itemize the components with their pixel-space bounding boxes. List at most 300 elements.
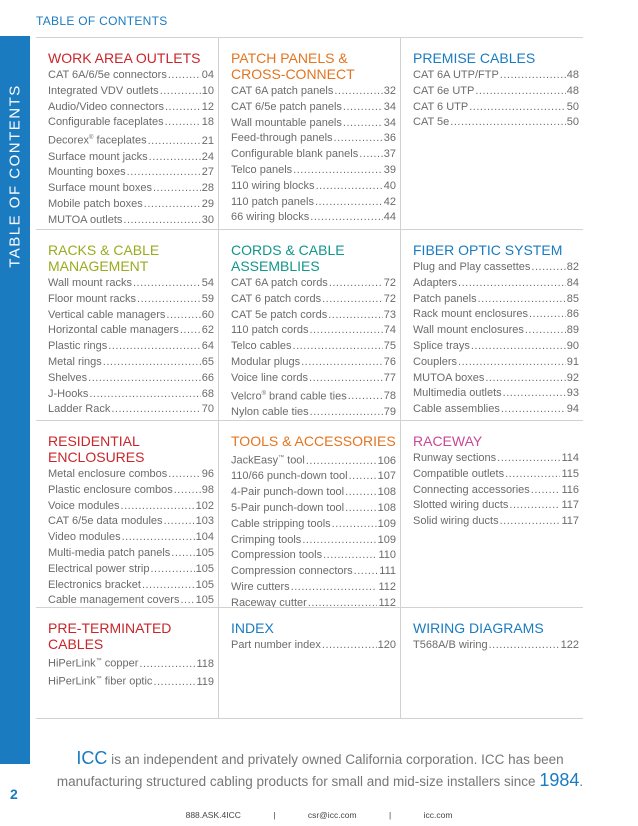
entry-name-text: Surface mount jacks (48, 150, 148, 163)
toc-entry[interactable] (413, 386, 579, 402)
toc-entry[interactable] (48, 578, 214, 594)
entry-name (231, 533, 301, 549)
toc-entry[interactable] (413, 260, 579, 276)
toc-entry[interactable] (48, 562, 214, 578)
section-title (48, 242, 214, 274)
entry-page-number: 48 (566, 84, 579, 97)
entry-page-number: 102 (195, 499, 214, 512)
entry-name-text: 4-Pair punch-down tool (231, 486, 345, 499)
toc-entry[interactable] (413, 498, 579, 514)
entry-page-number: 89 (566, 324, 579, 337)
toc-entry[interactable] (48, 276, 214, 292)
toc-entry[interactable] (413, 292, 579, 308)
toc-entry[interactable] (231, 131, 396, 147)
entry-page-number: 70 (201, 403, 214, 416)
toc-entry[interactable] (48, 165, 214, 181)
statement-end: . (579, 774, 584, 789)
dot-leader (469, 100, 566, 116)
entry-page-number: 108 (377, 502, 396, 515)
side-tab-label: TABLE OF CONTENTS (6, 84, 24, 268)
dot-leader (103, 355, 201, 371)
toc-entry[interactable] (48, 150, 214, 166)
toc-entry[interactable] (48, 292, 214, 308)
entry-name-text: Adapters (413, 276, 458, 289)
entry-name (231, 276, 328, 292)
section-title (231, 620, 396, 636)
entry-name (413, 451, 496, 467)
toc-entry[interactable] (231, 405, 396, 421)
entry-name-text: Crimping tools (231, 533, 302, 546)
entry-name-text: Modular plugs (231, 355, 301, 368)
toc-entry[interactable] (413, 100, 579, 116)
section-title (231, 242, 396, 274)
entry-name (48, 483, 173, 499)
dot-leader (471, 339, 566, 355)
entry-name (48, 467, 167, 483)
dot-leader (497, 451, 560, 467)
toc-entry[interactable] (48, 483, 214, 499)
section-title-line: CORDS & CABLE (231, 242, 345, 258)
toc-entry[interactable] (48, 181, 214, 197)
trademark-mark: ® (88, 135, 94, 142)
entry-page-number: 117 (561, 515, 579, 528)
side-tab (0, 36, 30, 764)
entry-page-number: 79 (383, 406, 396, 419)
entry-name (413, 638, 488, 654)
entry-name (48, 654, 138, 672)
toc-section (401, 230, 583, 421)
toc-entry[interactable] (413, 514, 579, 530)
toc-entry[interactable] (48, 514, 214, 530)
entry-name (231, 323, 308, 339)
entry-name-text: Vertical cable managers (48, 308, 166, 321)
contact-email[interactable]: csr@icc.com (307, 810, 357, 820)
entry-page-number: 40 (383, 179, 396, 192)
entry-page-number: 50 (566, 100, 579, 113)
entry-page-number: 116 (561, 483, 579, 496)
toc-entry[interactable] (48, 131, 214, 149)
toc-section (219, 608, 401, 718)
entry-name (413, 292, 477, 308)
entry-name (48, 68, 167, 84)
trademark-mark: ™ (278, 455, 285, 461)
dot-leader (509, 498, 560, 514)
dot-leader (348, 389, 383, 405)
entry-name (48, 499, 120, 515)
dot-leader (343, 116, 383, 132)
toc-entry[interactable] (231, 292, 396, 308)
dot-leader (180, 323, 201, 339)
toc-entry[interactable] (231, 638, 396, 654)
toc-entry[interactable] (413, 467, 579, 483)
dot-leader (165, 100, 201, 116)
dot-leader (309, 371, 383, 387)
entry-name (48, 197, 143, 213)
dot-leader (322, 292, 383, 308)
entry-page-number: 21 (201, 134, 214, 147)
dot-leader (315, 195, 383, 211)
entry-page-number: 28 (201, 182, 214, 195)
entry-page-number: 24 (201, 150, 214, 163)
entry-page-number: 112 (378, 581, 396, 594)
entry-page-number: 117 (561, 499, 579, 512)
toc-entry[interactable] (48, 68, 214, 84)
toc-entry[interactable] (413, 371, 579, 387)
entry-name (231, 469, 348, 485)
entry-name (48, 100, 164, 116)
entry-name-suffix: tool (284, 454, 305, 467)
entry-page-number: 109 (377, 533, 396, 546)
toc-entry[interactable] (231, 100, 396, 116)
entry-name (231, 163, 292, 179)
entry-name-text: CAT 6e UTP (413, 84, 475, 97)
dot-leader (531, 260, 565, 276)
toc-section (219, 230, 401, 421)
toc-entry[interactable] (48, 355, 214, 371)
toc-entry[interactable] (48, 84, 214, 100)
toc-entry[interactable] (231, 517, 396, 533)
entry-name (231, 355, 300, 371)
entry-name-text: Cable stripping tools (231, 517, 331, 530)
entry-page-number: 93 (566, 387, 579, 400)
entry-name-text: Metal rings (48, 355, 102, 368)
dot-leader (306, 454, 377, 470)
entry-page-number: 36 (383, 132, 396, 145)
toc-entry[interactable] (413, 323, 579, 339)
toc-entry[interactable] (231, 84, 396, 100)
entry-page-number: 60 (201, 308, 214, 321)
dot-leader (149, 150, 201, 166)
entry-name-text: Nylon cable ties (231, 406, 309, 419)
dot-leader (334, 131, 383, 147)
entry-name-suffix: copper (101, 657, 139, 670)
entry-name-text: 66 wiring blocks (231, 211, 310, 224)
dot-leader (345, 485, 377, 501)
entry-name (413, 339, 470, 355)
dot-leader (291, 580, 378, 596)
toc-entry[interactable] (231, 387, 396, 405)
entry-page-number: 27 (201, 166, 214, 179)
dot-leader (349, 469, 377, 485)
entry-name (231, 517, 331, 533)
entry-name (48, 593, 179, 608)
section-title (413, 50, 579, 66)
toc-entry[interactable] (413, 84, 579, 100)
toc-entry[interactable] (48, 654, 214, 672)
entry-name-text: HiPerLink (48, 676, 96, 689)
toc-entry[interactable] (48, 672, 214, 690)
dot-leader (359, 147, 383, 163)
contact-website[interactable]: icc.com (423, 810, 453, 820)
entry-name (231, 147, 358, 163)
toc-section (36, 421, 219, 608)
dot-leader (332, 517, 377, 533)
dot-leader (323, 548, 377, 564)
toc-entry[interactable] (231, 564, 396, 580)
entry-name (48, 84, 159, 100)
entry-page-number: 105 (195, 562, 214, 575)
dot-leader (309, 323, 382, 339)
dot-leader (142, 578, 195, 594)
entry-page-number: 111 (379, 565, 396, 578)
entry-name-text: 110 patch cords (231, 324, 309, 337)
entry-name-text: Integrated VDV outlets (48, 84, 159, 97)
dot-leader (458, 276, 566, 292)
entry-page-number: 77 (383, 371, 396, 384)
entry-name (48, 371, 87, 387)
toc-entry[interactable] (231, 195, 396, 211)
entry-name (48, 165, 126, 181)
entry-name-suffix: faceplates (93, 134, 147, 147)
entry-page-number: 75 (383, 340, 396, 353)
entry-page-number: 34 (383, 100, 396, 113)
entry-page-number: 92 (566, 371, 579, 384)
section-title-line: RACKS & CABLE (48, 242, 160, 258)
entry-name-text: Mobile patch boxes (48, 198, 143, 211)
toc-entry[interactable] (48, 530, 214, 546)
toc-entry[interactable] (231, 355, 396, 371)
toc-section (401, 421, 583, 608)
entry-name (231, 131, 333, 147)
toc-entry[interactable] (413, 307, 579, 323)
toc-section (401, 608, 583, 718)
company-statement (40, 748, 600, 792)
entry-page-number: 90 (566, 339, 579, 352)
entry-name-text: Audio/Video connectors (48, 100, 164, 113)
dot-leader (322, 638, 377, 654)
toc-entry[interactable] (48, 213, 214, 229)
toc-entry[interactable] (231, 469, 396, 485)
toc-entry[interactable] (231, 210, 396, 226)
toc-section (36, 38, 219, 230)
entry-page-number: 39 (383, 163, 396, 176)
entry-name-text: Splice trays (413, 339, 470, 352)
toc-entry[interactable] (231, 179, 396, 195)
toc-entry[interactable] (48, 100, 214, 116)
toc-entry[interactable] (231, 548, 396, 564)
entry-name (48, 387, 88, 403)
entry-name-text: CAT 6A/6/5e connectors (48, 69, 167, 81)
entry-page-number: 54 (201, 277, 214, 289)
section-title-line: PRE-TERMINATED CABLES (48, 620, 172, 652)
contact-separator: | (389, 810, 392, 820)
entry-name-text: HiPerLink (48, 657, 96, 670)
dot-leader (310, 405, 383, 421)
section-title (48, 50, 214, 66)
dot-leader (88, 371, 201, 387)
contact-phone[interactable]: 888.ASK.4ICC (185, 810, 241, 820)
entry-name (48, 514, 163, 530)
section-title-line: FIBER OPTIC SYSTEM (413, 242, 563, 258)
entry-name-text: Slotted wiring ducts (413, 499, 509, 512)
toc-entry[interactable] (413, 276, 579, 292)
entry-page-number: 44 (383, 211, 396, 224)
entry-name (48, 402, 110, 418)
dot-leader (89, 387, 200, 403)
entry-name-text: CAT 6A patch cords (231, 277, 328, 289)
entry-name-text: MUTOA boxes (413, 371, 485, 384)
entry-name-text: 110 wiring blocks (231, 179, 315, 192)
dot-leader (334, 84, 382, 100)
toc-entry[interactable] (231, 339, 396, 355)
entry-name (413, 115, 449, 131)
dot-leader (301, 355, 383, 371)
brand-name: ICC (76, 748, 108, 768)
entry-name (231, 339, 292, 355)
dot-leader (153, 675, 195, 691)
entry-name-text: 110 patch panels (231, 195, 314, 208)
toc-entry[interactable] (48, 402, 214, 418)
entry-name (231, 116, 342, 132)
entry-page-number: 32 (383, 85, 396, 97)
toc-entry[interactable] (231, 308, 396, 324)
entry-name (231, 179, 315, 195)
entry-name (231, 84, 333, 100)
entry-name (231, 100, 342, 116)
entry-name-text: Wire cutters (231, 581, 290, 594)
dot-leader (164, 514, 195, 530)
entry-page-number: 112 (378, 596, 396, 608)
entry-name (48, 150, 148, 166)
toc-entry[interactable] (48, 593, 214, 608)
entry-name-text: CAT 6/5e data modules (48, 515, 163, 528)
toc-entry[interactable] (48, 371, 214, 387)
contact-bar (0, 810, 638, 820)
toc-entry[interactable] (231, 371, 396, 387)
entry-name (231, 387, 347, 405)
section-title-line: MANAGEMENT (48, 258, 149, 274)
entry-page-number: 91 (566, 355, 579, 368)
toc-entry[interactable] (48, 499, 214, 515)
section-title (413, 242, 579, 258)
entry-page-number: 96 (201, 468, 214, 480)
toc-entry[interactable] (48, 546, 214, 562)
entry-page-number: 98 (201, 483, 214, 496)
dot-leader (478, 292, 566, 308)
toc-entry[interactable] (48, 115, 214, 131)
toc-section (219, 421, 401, 608)
dot-leader (302, 533, 376, 549)
entry-page-number: 86 (566, 308, 579, 321)
section-title (231, 433, 396, 449)
entry-page-number: 107 (377, 470, 396, 483)
entry-page-number: 109 (377, 517, 396, 530)
entry-page-number: 119 (196, 676, 214, 689)
entry-page-number: 120 (377, 639, 396, 651)
toc-entry[interactable] (231, 116, 396, 132)
dot-leader (174, 483, 201, 499)
toc-entry[interactable] (413, 355, 579, 371)
toc-entry[interactable] (48, 308, 214, 324)
dot-leader (345, 501, 377, 517)
toc-entry[interactable] (231, 147, 396, 163)
entry-name (48, 308, 165, 324)
toc-entry[interactable] (413, 402, 579, 418)
entry-name (231, 405, 309, 421)
entry-name-text: CAT 6 patch cords (231, 292, 322, 305)
entry-name (48, 530, 121, 546)
toc-entry[interactable] (231, 533, 396, 549)
entry-name (48, 562, 149, 578)
entry-page-number: 66 (201, 371, 214, 384)
dot-leader (500, 514, 561, 530)
entry-name-text: Solid wiring ducts (413, 515, 499, 528)
entry-page-number: 12 (201, 100, 214, 113)
entry-name-text: Wall mount racks (48, 277, 132, 289)
toc-entry[interactable] (48, 323, 214, 339)
entry-name (231, 638, 321, 654)
toc-entry[interactable] (231, 596, 396, 608)
contact-separator: | (273, 810, 276, 820)
dot-leader (171, 546, 194, 562)
entry-name-text: Raceway cutter (231, 596, 307, 608)
entry-name-text: JackEasy (231, 454, 279, 467)
toc-entry[interactable] (231, 580, 396, 596)
entry-name-text: J-Hooks (48, 387, 89, 400)
toc-entry[interactable] (48, 197, 214, 213)
entry-name (231, 195, 314, 211)
toc-entry[interactable] (413, 115, 579, 131)
section-title (231, 50, 396, 82)
entry-page-number: 68 (201, 387, 214, 400)
entry-name (413, 402, 500, 418)
toc-entry[interactable] (231, 276, 396, 292)
toc-entry[interactable] (231, 163, 396, 179)
page-header: TABLE OF CONTENTS (36, 14, 168, 28)
entry-name-text: Electrical power strip (48, 562, 150, 575)
entry-name (48, 323, 179, 339)
toc-entry[interactable] (231, 323, 396, 339)
entry-name (231, 292, 321, 308)
entry-name (48, 339, 107, 355)
toc-entry[interactable] (231, 501, 396, 517)
dot-leader (123, 213, 200, 229)
toc-entry[interactable] (413, 68, 579, 84)
entry-name (48, 672, 152, 690)
dot-leader (505, 467, 560, 483)
toc-entry[interactable] (413, 451, 579, 467)
section-title-line: PATCH PANELS & (231, 50, 348, 66)
entry-name (48, 131, 147, 149)
dot-leader (121, 499, 195, 515)
entry-page-number: 94 (566, 403, 579, 416)
entry-name-text: Patch panels (413, 292, 477, 305)
entry-page-number: 30 (201, 213, 214, 226)
toc-entry[interactable] (231, 485, 396, 501)
entry-page-number: 72 (383, 292, 396, 305)
trademark-mark: ™ (95, 676, 102, 683)
dot-leader (310, 210, 382, 226)
toc-entry[interactable] (413, 339, 579, 355)
dot-leader (475, 84, 565, 100)
section-title (48, 620, 214, 652)
entry-page-number: 108 (377, 486, 396, 499)
page-number: 2 (10, 786, 18, 802)
entry-name-text: CAT 5e patch cords (231, 308, 328, 321)
toc-entry[interactable] (413, 638, 579, 654)
statement-text: is an independent and privately owned California corporation. ICC has been manufacturing structured cabling products for small and mid-size installers since (56, 752, 564, 789)
dot-leader (354, 564, 379, 580)
toc-entry[interactable] (231, 451, 396, 469)
toc-entry[interactable] (48, 467, 214, 483)
entry-name-text: Horizontal cable managers (48, 324, 179, 337)
entry-page-number: 74 (383, 324, 396, 337)
toc-entry[interactable] (48, 339, 214, 355)
toc-entry[interactable] (48, 387, 214, 403)
section-title-line: TOOLS & ACCESSORIES (231, 433, 396, 449)
entry-page-number: 110 (378, 549, 396, 562)
toc-entry[interactable] (413, 483, 579, 499)
